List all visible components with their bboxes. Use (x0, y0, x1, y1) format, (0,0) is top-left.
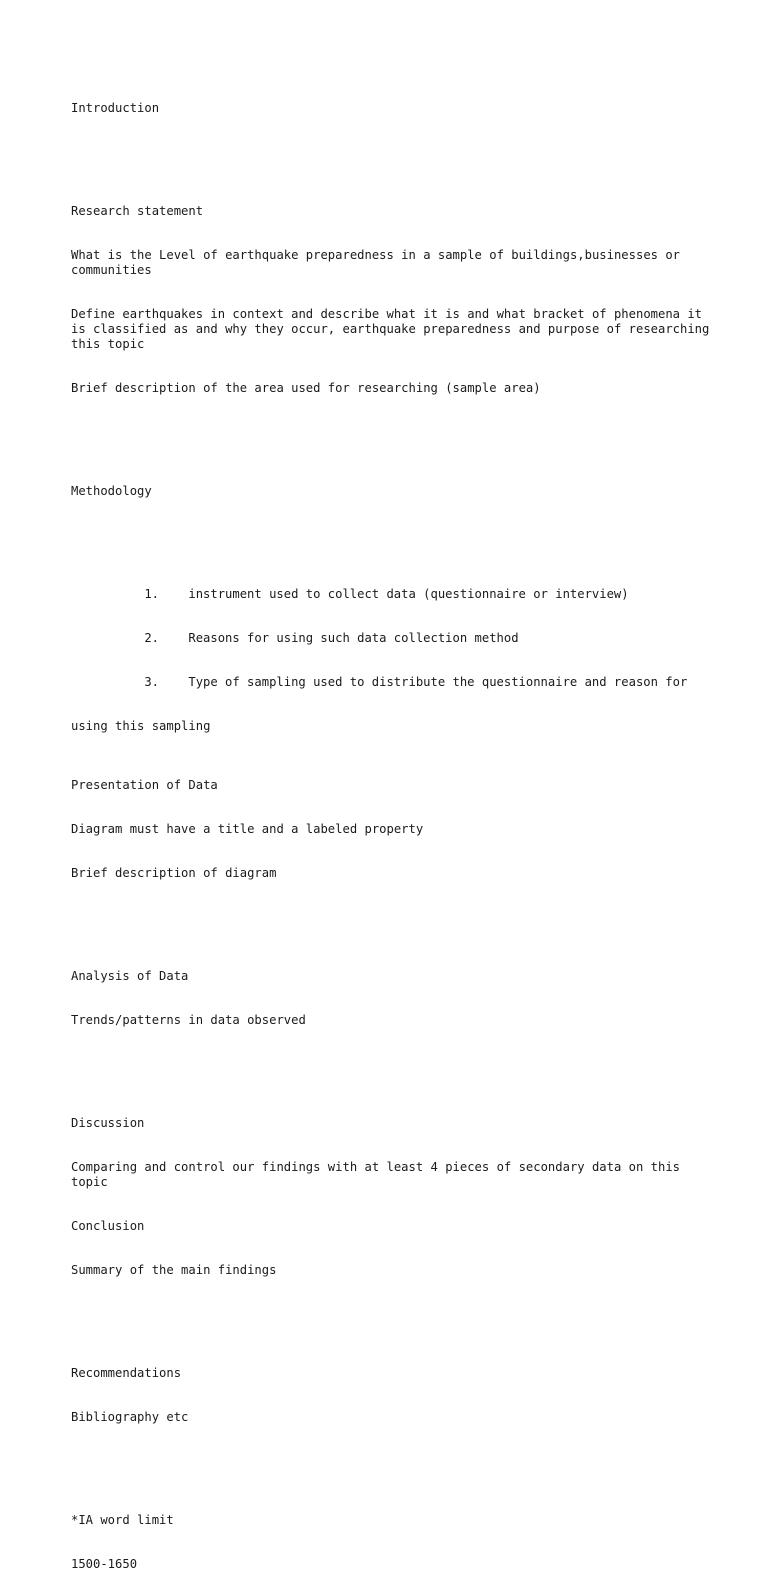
list-text (159, 631, 519, 645)
introduction-heading: Introduction (71, 101, 160, 116)
spacer (71, 1454, 711, 1469)
discussion-heading: Discussion (71, 1115, 145, 1130)
ia-word-limit-value: 1500-1650 (71, 1556, 138, 1571)
list-number: 1. (144, 586, 159, 601)
discussion-text: Comparing and control our findings with at least 4 pieces of secondary data on this topic (71, 1159, 688, 1189)
conclusion-heading: Conclusion (71, 1218, 145, 1233)
list-text (159, 675, 687, 689)
analysis-text: Trends/patterns in data observed (71, 1012, 306, 1027)
list-number: 3. (144, 674, 159, 689)
bibliography-text: Bibliography etc (71, 1409, 189, 1424)
spacer (71, 1057, 711, 1072)
spacer (71, 425, 711, 440)
research-area-text: Brief description of the area used for researching (sample area) (71, 380, 541, 395)
list-item-label: Reasons for using such data collection method (188, 630, 519, 645)
list-number: 2. (144, 630, 159, 645)
presentation-heading: Presentation of Data (71, 777, 218, 792)
presentation-text: Diagram must have a title and a labeled property (71, 821, 424, 836)
spacer (71, 528, 711, 543)
list-item-label: instrument used to collect data (questionnaire or interview) (188, 586, 629, 601)
list-text (159, 587, 629, 601)
spacer (71, 910, 711, 925)
ia-word-limit-label: *IA word limit (71, 1512, 174, 1527)
analysis-heading: Analysis of Data (71, 968, 189, 983)
document-page (71, 72, 717, 1586)
spacer (71, 146, 711, 161)
methodology-heading: Methodology (71, 483, 152, 498)
method-list-item (71, 587, 711, 602)
spacer (71, 1307, 711, 1322)
method-item-continuation: using this sampling (71, 718, 211, 733)
research-statement-text: What is the Level of earthquake preparedness in a sample of buildings,businesses or communities (71, 248, 688, 278)
research-define-text: Define earthquakes in context and describe what it is and what bracket of phenomena it is classified as and why they occur, earthquake preparedness and purpose of researching this topic (71, 307, 717, 351)
research-statement-heading: Research statement (71, 204, 204, 219)
recommendations-heading: Recommendations (71, 1365, 182, 1380)
presentation-description: Brief description of diagram (71, 865, 277, 880)
conclusion-text: Summary of the main findings (71, 1262, 277, 1277)
list-item-label: Type of sampling used to distribute the questionnaire and reason for (188, 674, 688, 689)
method-list-item (71, 631, 711, 646)
method-list-item (71, 675, 711, 690)
